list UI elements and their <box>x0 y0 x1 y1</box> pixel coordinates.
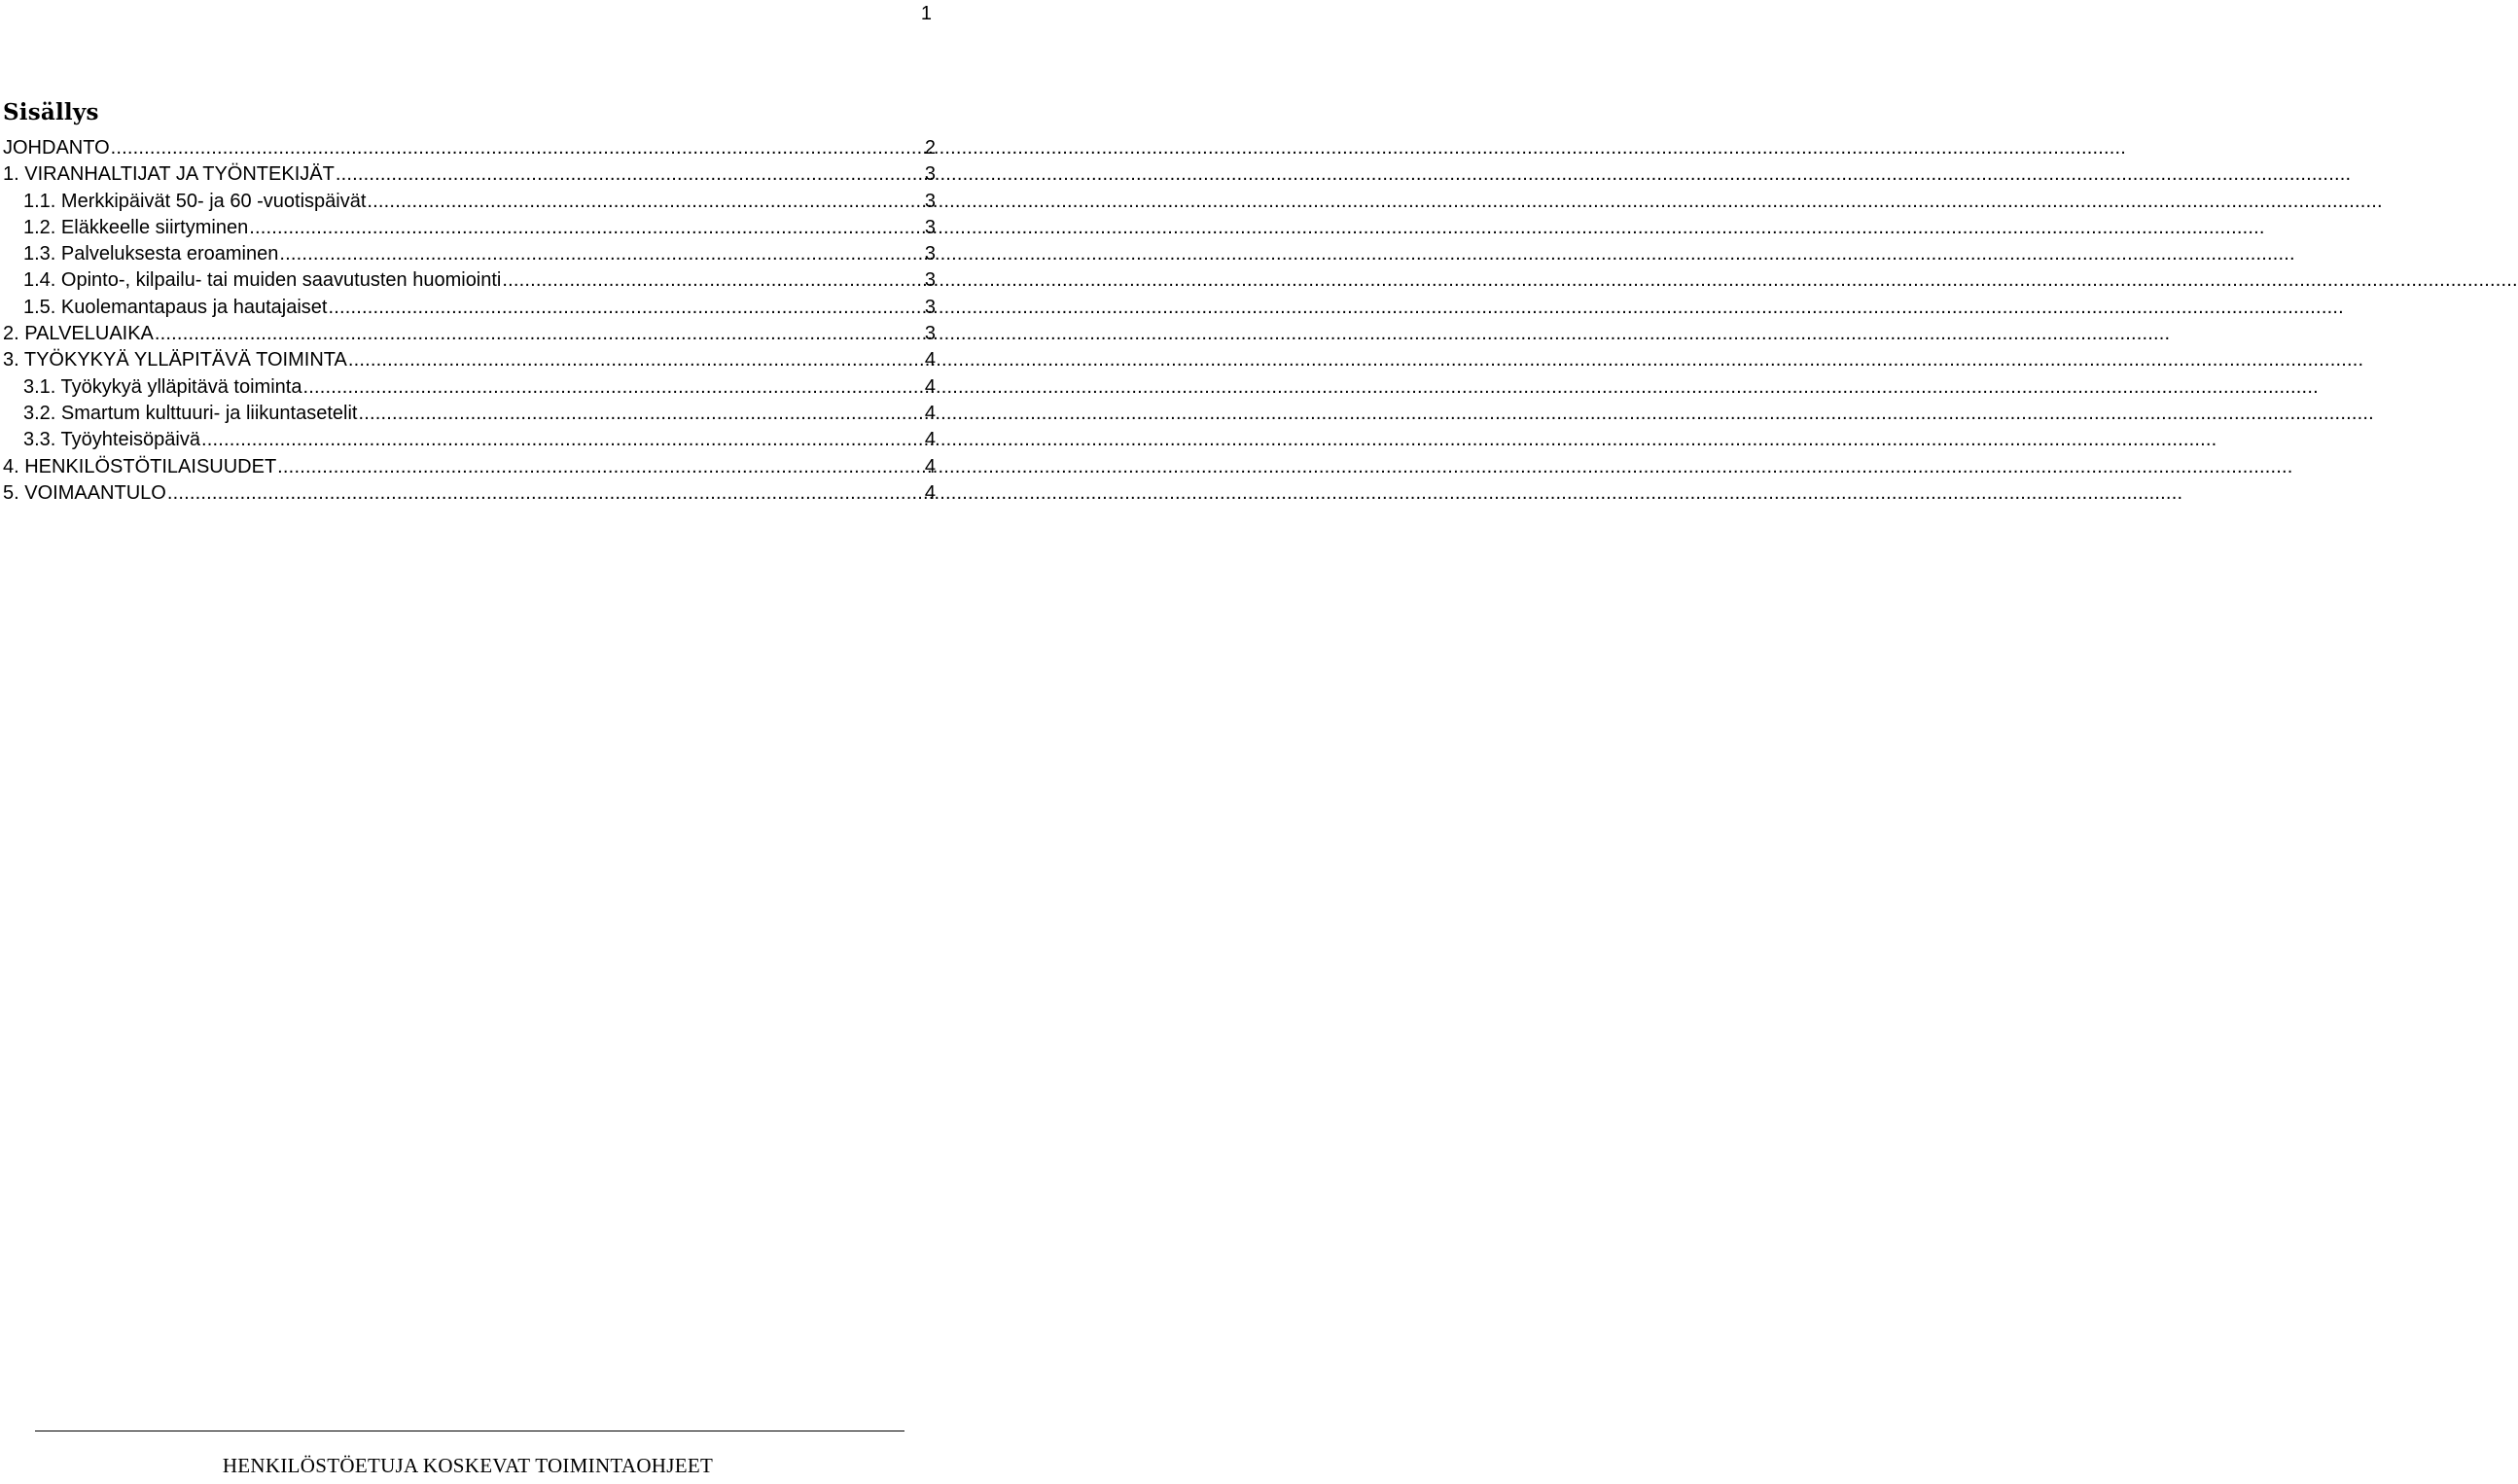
toc-entry-title: 1.1. Merkkipäivät 50- ja 60 -vuotispäivät <box>23 190 367 212</box>
toc-entry-page: 2 <box>924 137 936 159</box>
toc-entry-tyokykya-yllapitava[interactable] <box>0 374 936 401</box>
toc-dot-leader <box>328 295 923 321</box>
toc-entry-page: 3 <box>924 269 936 292</box>
toc-entry-page: 3 <box>924 216 936 238</box>
toc-entry-page: 4 <box>924 429 936 451</box>
toc-dot-leader <box>336 161 924 188</box>
toc-entry-title: 3.2. Smartum kulttuuri- ja liikuntasetelit <box>23 402 358 424</box>
toc-entry-page: 3 <box>924 190 936 212</box>
toc-entry-page: 3 <box>924 163 936 186</box>
toc-entry-page: 4 <box>924 375 936 398</box>
toc-entry-title: 4. HENKILÖSTÖTILAISUUDET <box>3 455 277 477</box>
toc-entry-page: 4 <box>924 402 936 424</box>
toc-entry-voimaantulo[interactable] <box>0 480 936 507</box>
toc-entry-title: 2. PALVELUAIKA <box>3 323 154 345</box>
toc-entry-tyoyhteisopaiva[interactable] <box>0 427 936 453</box>
toc-dot-leader <box>201 427 924 453</box>
toc-dot-leader <box>348 347 924 373</box>
toc-entry-viranhaltijat[interactable] <box>0 161 936 188</box>
toc-entry-title: 1.3. Palveluksesta eroaminen <box>23 243 279 265</box>
footer-title: HENKILÖSTÖETUJA KOSKEVAT TOIMINTAOHJEET <box>222 1454 714 1477</box>
toc-entry-title: 3.1. Työkykyä ylläpitävä toiminta <box>23 375 302 398</box>
toc-dot-leader <box>358 401 923 427</box>
toc-entry-henkilostotilaisuudet[interactable] <box>0 454 936 480</box>
toc-entry-page: 4 <box>924 455 936 477</box>
toc-entry-page: 3 <box>924 323 936 345</box>
toc-entry-smartum-setelit[interactable] <box>0 401 936 427</box>
toc-heading: Sisällys <box>3 99 99 125</box>
toc-entry-title: 1.2. Eläkkeelle siirtyminen <box>23 216 249 238</box>
toc-entry-elakkeelle-siirtyminen[interactable] <box>0 215 936 241</box>
toc-entry-saavutusten-huomiointi[interactable] <box>0 267 936 294</box>
toc-entry-kuolemantapaus[interactable] <box>0 295 936 321</box>
toc-dot-leader <box>155 321 924 347</box>
toc-dot-leader <box>249 215 924 241</box>
toc-entry-title: 3. TYÖKYKYÄ YLLÄPITÄVÄ TOIMINTA <box>3 349 347 371</box>
toc-entry-title: 3.3. Työyhteisöpäivä <box>23 429 200 451</box>
toc-entry-title: JOHDANTO <box>3 137 110 159</box>
toc-entry-title: 1. VIRANHALTIJAT JA TYÖNTEKIJÄT <box>3 163 335 186</box>
toc-entry-page: 3 <box>924 296 936 318</box>
toc-entry-tyokykya-yllapitava-toiminta[interactable] <box>0 347 936 373</box>
toc-entry-palveluaika[interactable] <box>0 321 936 347</box>
toc-dot-leader <box>302 374 923 401</box>
toc-dot-leader <box>502 267 923 294</box>
toc-dot-leader <box>367 189 923 215</box>
toc-entry-merkkipaivat[interactable] <box>0 189 936 215</box>
toc-entry-title: 1.4. Opinto-, kilpailu- tai muiden saavutusten huomiointi <box>23 269 502 292</box>
toc-entry-page: 4 <box>924 349 936 371</box>
toc-dot-leader <box>277 454 924 480</box>
toc-entry-title: 5. VOIMAANTULO <box>3 481 166 504</box>
toc-dot-leader <box>279 241 924 267</box>
toc-dot-leader <box>111 135 924 161</box>
toc-entry-johdanto[interactable] <box>0 135 936 161</box>
toc-dot-leader <box>167 480 924 507</box>
toc-entry-palveluksesta-eroaminen[interactable] <box>0 241 936 267</box>
page-number: 1 <box>920 3 932 24</box>
toc-entry-page: 3 <box>924 243 936 265</box>
toc-entry-title: 1.5. Kuolemantapaus ja hautajaiset <box>23 296 328 318</box>
table-of-contents <box>0 135 936 507</box>
toc-entry-page: 4 <box>924 481 936 504</box>
